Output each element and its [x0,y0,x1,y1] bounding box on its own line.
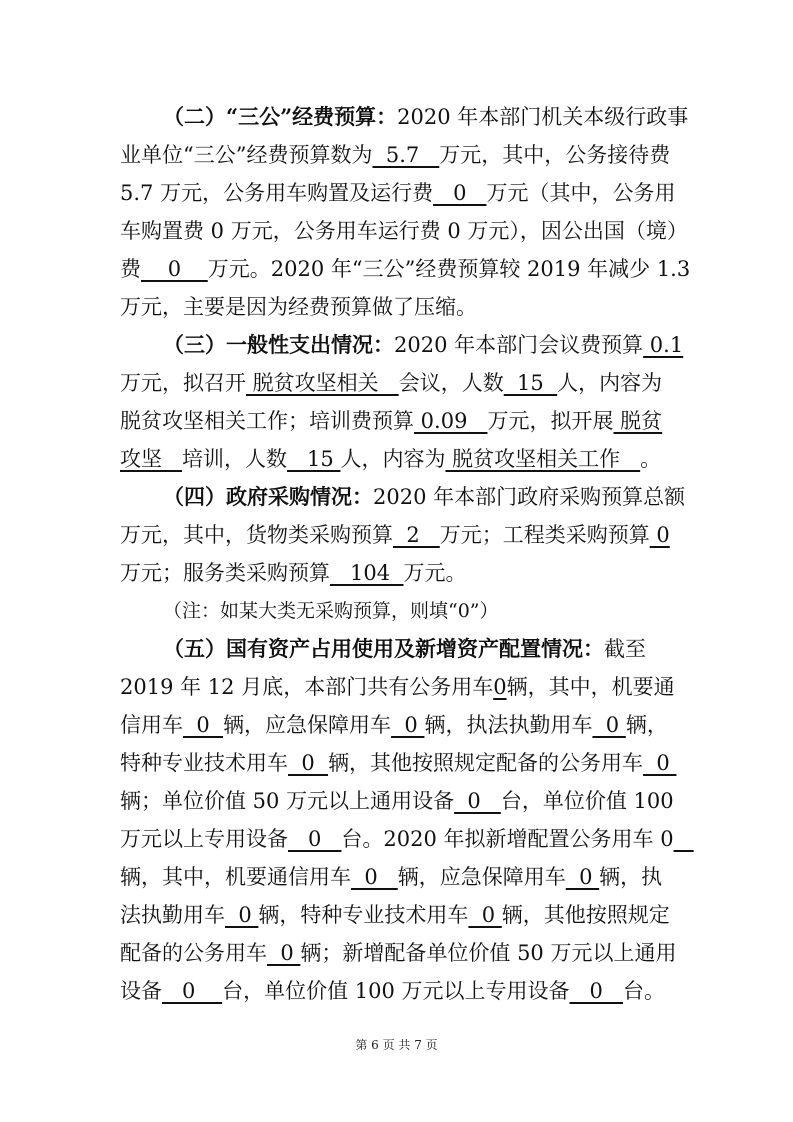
s3-text: 。 [640,447,662,471]
s2-text: 车购置费 0 万元，公务用车运行费 0 万元），因公出国（境） [120,219,688,243]
s5-line-7 [120,862,662,892]
s5-value: 0 [267,941,301,965]
s2-vehicle-value: 0 [433,181,487,205]
s5-text: 台，单位价值 100 万元以上专用设备 [222,979,570,1003]
page-footer: 第 6 页 共 7 页 [355,1038,438,1052]
s3-meeting-count: 15 [503,371,558,395]
s2-line-6 [120,292,477,322]
s3-training-content: 脱贫攻坚相关工作 [445,447,641,471]
s5-value: 0 [592,713,626,737]
s3-line-2 [120,368,662,398]
s5-text: 辆，应急保障用车 [223,713,392,737]
s3-text: 人，内容为 [557,371,663,395]
s5-text: 辆，应急保障用车 [397,865,566,889]
s3-training-topic: 脱贫 [613,409,663,433]
s2-text: 万元，主要是因为经费预算做了压缩。 [120,295,477,319]
s2-text: 万元，其中，公务接待费 [439,143,671,167]
s5-line-6 [120,824,694,854]
s5-text: 辆，其他按照规定 [501,903,670,927]
s5-text: 辆；新增配备单位价值 50 万元以上通用 [300,941,677,965]
s5-value: 0 [569,979,623,1003]
s3-text: 脱贫攻坚相关工作；培训费预算 [120,409,414,433]
s3-line-4 [120,444,661,474]
s2-text: 费 [120,257,141,281]
s5-line-2 [120,672,675,702]
s2-text: 业单位“三公”经费预算数为 [120,143,373,167]
s5-value: 0 [454,789,501,813]
s4-text: 万元。 [403,561,467,585]
s3-training-fee-value: 0.09 [414,409,488,433]
s4-services-value: 104 [330,561,404,585]
s5-text: 特种专业技术用车 [120,751,288,775]
s5-text: 辆，其中，机要通信用车 [120,865,351,889]
s5-text: 信用车 [120,713,183,737]
s5-line-5 [120,786,674,816]
s2-text: 5.7 万元，公务用车购置及运行费 [120,181,434,205]
s4-line-3 [120,558,466,588]
s5-value: 0 [288,827,342,851]
s5-text: 台，单位价值 100 [500,789,674,813]
s4-text: 2020 年本部门政府采购预算总额 [373,485,686,509]
s5-value: 0 [288,751,329,775]
s5-text: 截至 [604,637,646,661]
s5-total-cars: 0 [493,675,507,699]
s3-meeting-topic: 脱贫攻坚相关 [246,371,399,395]
s2-line-5 [120,254,690,284]
s5-value: 0 [468,903,502,927]
s5-value: 0 [391,713,425,737]
s5-value: 0 [643,751,677,775]
s5-line-8 [120,900,670,930]
s2-heading: （二）“三公”经费预算： [163,104,398,129]
s5-line-4 [120,748,676,778]
s5-line-9 [120,938,676,968]
s2-total-value: 5.7 [372,143,440,167]
s5-value: 0 [565,865,600,889]
s2-line-2 [120,140,670,170]
s4-engineering-value: 0 [649,523,670,547]
s5-value [674,827,694,851]
s4-goods-value: 2 [393,523,440,547]
s5-value: 0 [183,713,224,737]
s5-text: 辆，特种专业技术用车 [258,903,469,927]
s5-text: 2019 年 12 月底，本部门共有公务用车 [120,675,494,699]
s5-text: 万元以上专用设备 [120,827,288,851]
s5-text: 法执勤用车 [120,903,225,927]
s5-text: 设备 [120,979,162,1003]
s3-text: 2020 年本部门会议费预算 [394,333,644,357]
s3-heading: （三）一般性支出情况： [163,332,394,357]
s5-line-1 [163,634,646,664]
s5-value: 0 [225,903,259,927]
s4-text: 万元；服务类采购预算 [120,561,330,585]
s3-line-1 [163,330,683,360]
s2-line-3 [120,178,676,208]
s3-text: 万元，拟开展 [487,409,614,433]
s5-text: 辆， [625,713,668,737]
s5-text: 配备的公务用车 [120,941,267,965]
s5-text: 辆，执法执勤用车 [424,713,593,737]
s3-training-count: 15 [287,447,341,471]
s3-text: 人，内容为 [340,447,446,471]
s5-text: 台。 [622,979,665,1003]
s2-line-1 [163,102,688,132]
s3-line-3 [120,406,662,436]
s3-meeting-fee-value: 0.1 [643,333,684,357]
s3-text: 会议，人数 [398,371,504,395]
s5-line-3 [120,710,668,740]
s2-text: 万元（其中，公务用 [486,181,676,205]
s2-text: 万元。2020 年“三公”经费预算较 2019 年减少 1.3 [207,257,691,281]
s5-heading: （五）国有资产占用使用及新增资产配置情况： [163,636,604,661]
s5-text: 辆，执 [599,865,663,889]
s5-text: 辆；单位价值 50 万元以上通用设备 [120,789,455,813]
s2-text: 2020 年本部门机关本级行政事 [397,105,689,129]
s5-text: 辆，其中，机要通 [506,675,675,699]
s5-text: 辆，其他按照规定配备的公务用车 [328,751,644,775]
s5-value: 0 [351,865,398,889]
s3-text: 万元，拟召开 [120,371,246,395]
s5-text: 台。2020 年拟新增配置公务用车 0 [341,827,674,851]
s3-training-topic-cont: 攻坚 [120,447,183,471]
s4-line-1 [163,482,685,512]
s5-value: 0 [162,979,223,1003]
s4-heading: （四）政府采购情况： [163,484,373,509]
s4-line-2 [120,520,670,550]
s4-note [163,596,499,626]
s5-line-10 [120,976,665,1006]
s3-text: 培训，人数 [182,447,288,471]
s4-text: 万元；工程类采购预算 [439,523,650,547]
s2-abroad-value: 0 [141,257,208,281]
s4-note-text: （注：如某大类无采购预算，则填“0”） [163,600,499,622]
s4-text: 万元，其中，货物类采购预算 [120,523,393,547]
s2-line-4 [120,216,688,246]
